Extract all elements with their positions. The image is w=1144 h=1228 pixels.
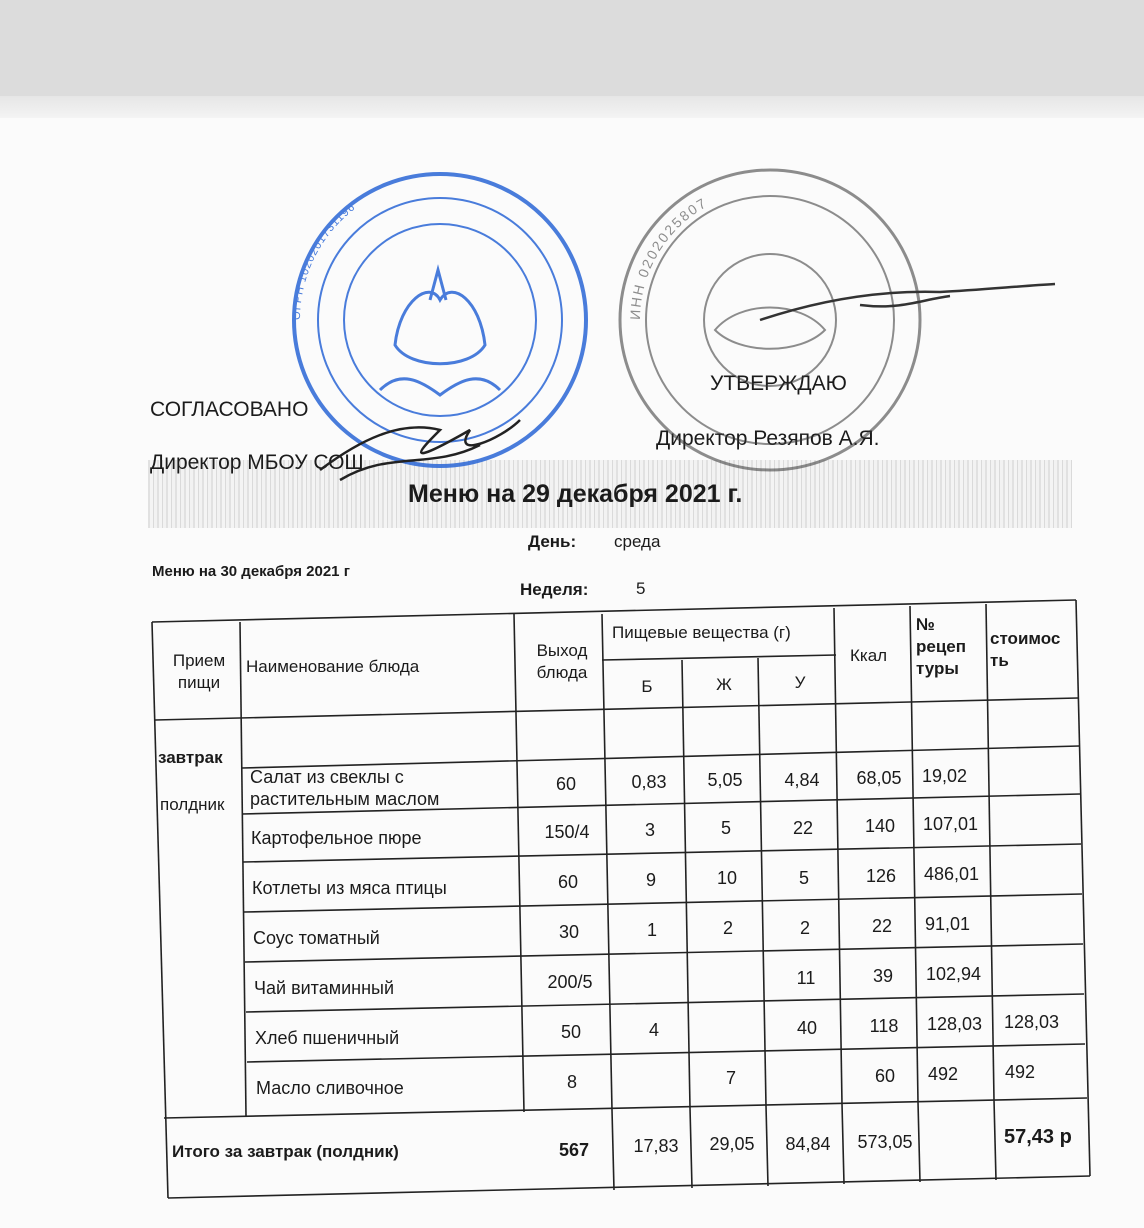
week-label: Неделя: xyxy=(520,580,589,599)
dish-output: 200/5 xyxy=(547,972,593,992)
dish-name: Соус томатный xyxy=(253,928,380,948)
dish-u: 4,84 xyxy=(784,770,820,790)
dish-output: 60 xyxy=(557,872,579,892)
dish-name-line2: растительным маслом xyxy=(250,789,440,809)
dish-kcal: 22 xyxy=(871,916,893,936)
day-label: День: xyxy=(528,532,577,551)
header-cost-line1: стоимос xyxy=(990,629,1061,648)
dish-name-line1: Салат из свеклы с xyxy=(250,767,404,787)
dish-zh: 5,05 xyxy=(707,770,743,790)
header-output-line1: Выход xyxy=(536,641,588,660)
dish-recipe: 128,03 xyxy=(927,1014,983,1034)
header-meal-line1: Прием xyxy=(172,651,226,670)
dish-kcal: 60 xyxy=(874,1066,896,1086)
dish-zh: 7 xyxy=(725,1068,736,1088)
dish-output: 30 xyxy=(558,922,580,942)
dish-u: 2 xyxy=(799,918,810,938)
header-cost-line2: ть xyxy=(990,651,1009,670)
meal-label-breakfast: завтрак xyxy=(158,748,223,767)
header-kcal: Ккал xyxy=(850,646,888,665)
total-cost: 57,43 р xyxy=(1004,1126,1072,1148)
agreed-director: Директор МБОУ СОШ xyxy=(150,451,364,474)
dish-recipe: 91,01 xyxy=(925,914,971,934)
dish-output: 150/4 xyxy=(544,822,590,842)
meal-label-snack: полдник xyxy=(160,795,225,814)
dish-kcal: 39 xyxy=(872,966,894,986)
dish-recipe: 102,94 xyxy=(926,964,982,984)
dish-b: 3 xyxy=(644,820,655,840)
agreed-label: СОГЛАСОВАНО xyxy=(150,398,309,421)
dish-name: Картофельное пюре xyxy=(251,828,422,848)
header-dish: Наименование блюда xyxy=(246,657,420,676)
dish-u: 5 xyxy=(798,868,809,888)
header-recipe xyxy=(916,614,966,680)
header-recipe-line2: рецеп xyxy=(916,637,967,656)
dish-output: 60 xyxy=(555,774,577,794)
dish-name: Котлеты из мяса птицы xyxy=(252,878,447,898)
dish-recipe: 107,01 xyxy=(923,814,979,834)
header-meal-line2: пищи xyxy=(177,673,221,692)
dish-b: 4 xyxy=(648,1020,659,1040)
header-output-line2: блюда xyxy=(536,663,588,682)
header-output xyxy=(520,640,604,684)
header-cost xyxy=(990,628,1060,672)
total-b: 17,83 xyxy=(633,1136,679,1156)
dish-kcal: 140 xyxy=(864,816,896,836)
dish-u: 22 xyxy=(792,818,814,838)
total-output: 567 xyxy=(558,1140,590,1160)
dish-recipe: 19,02 xyxy=(922,766,968,786)
dish-cost: 128,03 xyxy=(1004,1012,1060,1032)
dish-recipe: 492 xyxy=(928,1064,959,1084)
total-label: Итого за завтрак (полдник) xyxy=(172,1142,399,1161)
dish-kcal: 68,05 xyxy=(856,768,902,788)
dish-name: Масло сливочное xyxy=(256,1078,404,1098)
dish-cost: 492 xyxy=(1005,1062,1036,1082)
menu-subtitle: Меню на 30 декабря 2021 г xyxy=(152,563,350,580)
dish-zh: 5 xyxy=(720,818,731,838)
dish-u: 40 xyxy=(796,1018,818,1038)
menu-title: Меню на 29 декабря 2021 г. xyxy=(408,480,743,508)
dish-output: 8 xyxy=(566,1072,577,1092)
dish-name xyxy=(250,766,439,810)
total-u: 84,84 xyxy=(785,1134,831,1154)
dish-b: 9 xyxy=(645,870,656,890)
dish-name: Хлеб пшеничный xyxy=(255,1028,400,1048)
dish-name: Чай витаминный xyxy=(254,978,395,998)
dish-u: 11 xyxy=(796,968,816,988)
header-u: У xyxy=(794,673,806,692)
dish-output: 50 xyxy=(560,1022,582,1042)
header-nutrients: Пищевые вещества (г) xyxy=(612,623,791,642)
dish-recipe: 486,01 xyxy=(924,864,980,884)
approve-director: Директор Резяпов А.Я. xyxy=(656,427,880,450)
header-zh: Ж xyxy=(716,675,732,694)
dish-kcal: 126 xyxy=(865,866,897,886)
week-value: 5 xyxy=(636,579,646,598)
header-meal xyxy=(160,650,238,694)
header-recipe-line1: № xyxy=(916,615,935,634)
day-value: среда xyxy=(614,532,661,551)
dish-b: 1 xyxy=(646,920,657,940)
header-recipe-line3: туры xyxy=(916,659,959,678)
approve-label: УТВЕРЖДАЮ xyxy=(710,372,847,395)
dish-b: 0,83 xyxy=(631,772,667,792)
dish-zh: 2 xyxy=(722,918,733,938)
svg-text:ОГРН 1020201731196: ОГРН 1020201731196 xyxy=(290,200,358,321)
total-kcal: 573,05 xyxy=(857,1132,913,1152)
total-zh: 29,05 xyxy=(709,1134,755,1154)
dish-zh: 10 xyxy=(716,868,738,888)
svg-text:ИНН 0202025807: ИНН 0202025807 xyxy=(626,194,711,321)
header-b: Б xyxy=(641,677,653,696)
dish-kcal: 118 xyxy=(869,1016,899,1036)
